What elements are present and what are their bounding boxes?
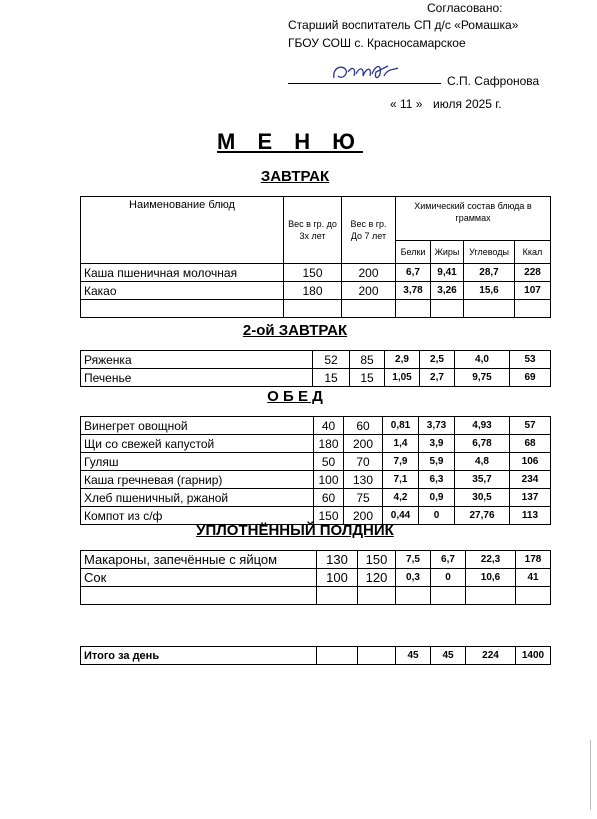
weight-7-cell: 200 <box>342 282 396 300</box>
kcal-cell: 106 <box>510 453 551 471</box>
lunch-table <box>80 416 551 525</box>
carbs-cell: 4,93 <box>455 417 510 435</box>
total-row <box>81 647 551 665</box>
carbs-cell: 30,5 <box>455 489 510 507</box>
weight-3-cell: 180 <box>314 435 344 453</box>
dish-name-cell: Каша пшеничная молочная <box>81 264 284 282</box>
total-label: Итого за день <box>81 647 317 665</box>
protein-cell: 1,05 <box>385 369 420 387</box>
header-kcal: Ккал <box>515 241 551 264</box>
weight-3-cell <box>317 587 358 605</box>
dish-name-cell: Щи со свежей капустой <box>81 435 314 453</box>
weight-7-cell: 200 <box>344 435 383 453</box>
carbs-cell: 4,0 <box>455 351 510 369</box>
weight-7-cell <box>358 587 396 605</box>
fat-cell: 3,73 <box>419 417 455 435</box>
total-kcal: 1400 <box>516 647 551 665</box>
fat-cell <box>431 300 464 318</box>
total-fat: 45 <box>431 647 466 665</box>
weight-7-cell: 200 <box>344 507 383 525</box>
kcal-cell: 228 <box>515 264 551 282</box>
fat-cell: 5,9 <box>419 453 455 471</box>
kcal-cell <box>516 587 551 605</box>
dish-name-cell: Ряженка <box>81 351 313 369</box>
carbs-cell <box>466 587 516 605</box>
weight-3-cell: 100 <box>314 471 344 489</box>
protein-cell: 0,44 <box>383 507 419 525</box>
protein-cell: 7,5 <box>396 551 431 569</box>
carbs-cell: 22,3 <box>466 551 516 569</box>
header-carbs: Углеводы <box>464 241 515 264</box>
dish-name-cell: Винегрет овощной <box>81 417 314 435</box>
weight-3-cell <box>284 300 342 318</box>
section-snack: УПЛОТНЁННЫЙ ПОЛДНИК <box>196 522 394 539</box>
fat-cell: 0,9 <box>419 489 455 507</box>
carbs-cell: 9,75 <box>455 369 510 387</box>
fat-cell: 0 <box>419 507 455 525</box>
table-row <box>81 435 551 453</box>
table-row <box>81 417 551 435</box>
protein-cell: 7,1 <box>383 471 419 489</box>
total-empty-2 <box>358 647 396 665</box>
table-row <box>81 489 551 507</box>
weight-3-cell: 40 <box>314 417 344 435</box>
kcal-cell <box>515 300 551 318</box>
weight-3-cell: 130 <box>317 551 358 569</box>
kcal-cell: 137 <box>510 489 551 507</box>
dish-name-cell: Хлеб пшеничный, ржаной <box>81 489 314 507</box>
page-title: М Е Н Ю <box>217 129 363 154</box>
fat-cell <box>431 587 466 605</box>
dish-name-cell: Сок <box>81 569 317 587</box>
section-second-breakfast: 2-ой ЗАВТРАК <box>242 322 348 339</box>
signature <box>330 58 402 86</box>
approval-school: ГБОУ СОШ с. Красносамарское <box>288 36 466 50</box>
table-row <box>81 587 551 605</box>
kcal-cell: 178 <box>516 551 551 569</box>
total-protein: 45 <box>396 647 431 665</box>
table-row <box>81 569 551 587</box>
dish-name-cell: Компот из с/ф <box>81 507 314 525</box>
carbs-cell: 35,7 <box>455 471 510 489</box>
weight-7-cell: 200 <box>342 264 396 282</box>
kcal-cell: 107 <box>515 282 551 300</box>
carbs-cell: 15,6 <box>464 282 515 300</box>
kcal-cell: 41 <box>516 569 551 587</box>
breakfast-table <box>80 196 551 318</box>
approval-name: С.П. Сафронова <box>447 74 540 88</box>
dish-name-cell <box>81 300 284 318</box>
weight-3-cell: 180 <box>284 282 342 300</box>
protein-cell: 2,9 <box>385 351 420 369</box>
header-name: Наименование блюд <box>81 197 284 264</box>
fat-cell: 3,26 <box>431 282 464 300</box>
scan-edge <box>590 740 591 810</box>
weight-3-cell: 100 <box>317 569 358 587</box>
fat-cell: 2,5 <box>420 351 455 369</box>
fat-cell: 9,41 <box>431 264 464 282</box>
weight-7-cell: 120 <box>358 569 396 587</box>
table-row <box>81 282 551 300</box>
protein-cell: 0,3 <box>396 569 431 587</box>
approval-agreed: Согласовано: <box>427 1 503 15</box>
snack-table <box>80 550 551 605</box>
table-row <box>81 453 551 471</box>
kcal-cell: 53 <box>510 351 551 369</box>
approval-position: Старший воспитатель СП д/с «Ромашка» <box>288 18 519 32</box>
weight-7-cell: 85 <box>350 351 385 369</box>
section-lunch: О Б Е Д <box>267 388 323 405</box>
header-weight-7: Вес в гр. До 7 лет <box>342 197 396 264</box>
fat-cell: 3,9 <box>419 435 455 453</box>
weight-3-cell: 60 <box>314 489 344 507</box>
total-empty-1 <box>317 647 358 665</box>
table-row <box>81 300 551 318</box>
fat-cell: 0 <box>431 569 466 587</box>
header-protein: Белки <box>396 241 431 264</box>
weight-7-cell: 60 <box>344 417 383 435</box>
weight-3-cell: 15 <box>313 369 350 387</box>
weight-3-cell: 150 <box>284 264 342 282</box>
protein-cell: 3,78 <box>396 282 431 300</box>
dish-name-cell: Печенье <box>81 369 313 387</box>
kcal-cell: 68 <box>510 435 551 453</box>
weight-7-cell <box>342 300 396 318</box>
table-row <box>81 264 551 282</box>
weight-7-cell: 15 <box>350 369 385 387</box>
dish-name-cell: Гуляш <box>81 453 314 471</box>
weight-3-cell: 50 <box>314 453 344 471</box>
carbs-cell: 4,8 <box>455 453 510 471</box>
table-row <box>81 351 551 369</box>
carbs-cell: 6,78 <box>455 435 510 453</box>
carbs-cell <box>464 300 515 318</box>
header-weight-3: Вес в гр. до 3х лет <box>284 197 342 264</box>
protein-cell <box>396 300 431 318</box>
table-row <box>81 471 551 489</box>
weight-3-cell: 150 <box>314 507 344 525</box>
header-chemical: Химический состав блюда в граммах <box>396 197 551 241</box>
dish-name-cell: Макароны, запечённые с яйцом <box>81 551 317 569</box>
carbs-cell: 28,7 <box>464 264 515 282</box>
protein-cell: 4,2 <box>383 489 419 507</box>
total-table <box>80 646 551 665</box>
weight-3-cell: 52 <box>313 351 350 369</box>
protein-cell <box>396 587 431 605</box>
carbs-cell: 27,76 <box>455 507 510 525</box>
protein-cell: 1,4 <box>383 435 419 453</box>
dish-name-cell <box>81 587 317 605</box>
table-row <box>81 369 551 387</box>
table-row <box>81 551 551 569</box>
kcal-cell: 57 <box>510 417 551 435</box>
header-fat: Жиры <box>431 241 464 264</box>
protein-cell: 7,9 <box>383 453 419 471</box>
weight-7-cell: 70 <box>344 453 383 471</box>
weight-7-cell: 150 <box>358 551 396 569</box>
carbs-cell: 10,6 <box>466 569 516 587</box>
kcal-cell: 234 <box>510 471 551 489</box>
fat-cell: 2,7 <box>420 369 455 387</box>
section-breakfast: ЗАВТРАК <box>260 168 330 185</box>
approval-date-rest: июля 2025 г. <box>433 97 502 111</box>
protein-cell: 6,7 <box>396 264 431 282</box>
protein-cell: 0,81 <box>383 417 419 435</box>
fat-cell: 6,7 <box>431 551 466 569</box>
second-breakfast-table <box>80 350 551 387</box>
approval-date-day: « 11 » <box>390 97 423 111</box>
dish-name-cell: Каша гречневая (гарнир) <box>81 471 314 489</box>
weight-7-cell: 130 <box>344 471 383 489</box>
total-carbs: 224 <box>466 647 516 665</box>
fat-cell: 6,3 <box>419 471 455 489</box>
weight-7-cell: 75 <box>344 489 383 507</box>
dish-name-cell: Какао <box>81 282 284 300</box>
kcal-cell: 113 <box>510 507 551 525</box>
kcal-cell: 69 <box>510 369 551 387</box>
